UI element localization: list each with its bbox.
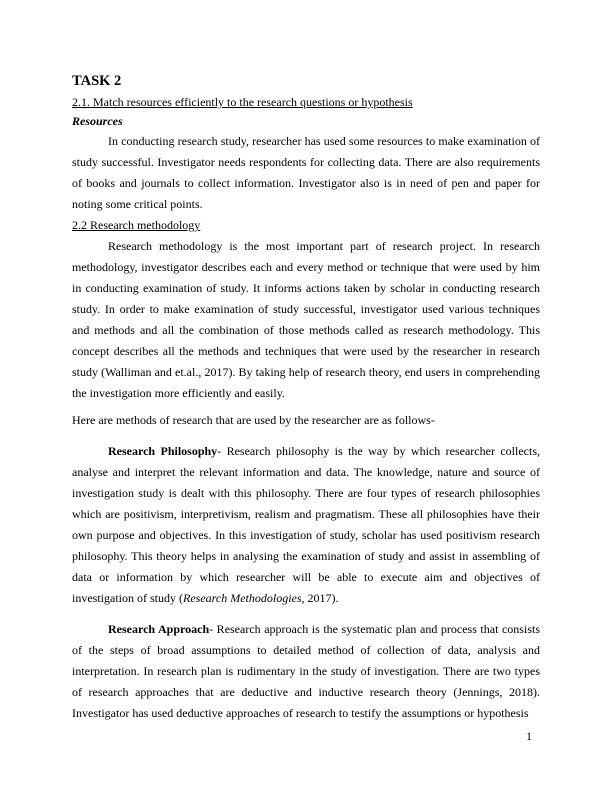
approach-term: Research Approach [108, 622, 210, 636]
philosophy-term: Research Philosophy [108, 444, 218, 458]
philosophy-citation-rest: , 2017). [301, 591, 339, 605]
philosophy-paragraph [72, 441, 540, 609]
methodology-paragraph: Research methodology is the most important part of research project. In research methodology, investigator describes each and every method or technique that were used by him in conducting examination of study. It informs actions taken by scholar in conducting research study. In order to make examination of study successful, investigator used various techniques and methods and all the combination of those methods called as research methodology. This concept describes all the methods and techniques that were used by the researcher in research study (Walliman and et.al., 2017). By taking help of research theory, end users in comprehending the investigation more efficiently and easily. [72, 239, 540, 400]
page-number: 1 [526, 729, 532, 743]
approach-text: - Research approach is the systematic plan and process that consists of the steps of broad assumptions to detailed method of collection of data, analysis and interpretation. In research plan is rudimentary in the study of investigation. There are two types of research approaches that are deductive and inductive research theory (Jennings, 2018). Investigator has used deductive approaches of research to testify the assumptions or hypothesis [72, 622, 540, 720]
section-heading-methodology: 2.2 Research methodology [72, 218, 201, 232]
subheading-resources: Resources [72, 114, 123, 128]
philosophy-text: - Research philosophy is the way by which researcher collects, analyse and interpret the relevant information and data. The knowledge, nature and source of investigation study is dealt with this philosophy. There are four types of research philosophies which are positivism, interpretivism, realism and pragmatism. These all philosophies have their own purpose and objectives. In this investigation of study, scholar has used positivism research philosophy. This theory helps in analysing the examination of study and assist in assembling of data or information by which researcher will be able to execute aim and objectives of investigation of study ( [72, 444, 540, 605]
resources-paragraph: In conducting research study, researcher has used some resources to make examination of study successful. Investigator needs respondents for collecting data. There are also requirements of books and journals to collect information. Investigator also is in need of pen and paper for noting some critical points. [72, 134, 540, 211]
methods-intro: Here are methods of research that are used by the researcher are as follows- [72, 413, 435, 427]
document-page [72, 72, 540, 724]
section-heading-resources: 2.1. Match resources efficiently to the research questions or hypothesis [72, 95, 413, 109]
task-title: TASK 2 [72, 73, 122, 89]
approach-paragraph [72, 619, 540, 724]
philosophy-citation-title: Research Methodologies [183, 591, 302, 605]
